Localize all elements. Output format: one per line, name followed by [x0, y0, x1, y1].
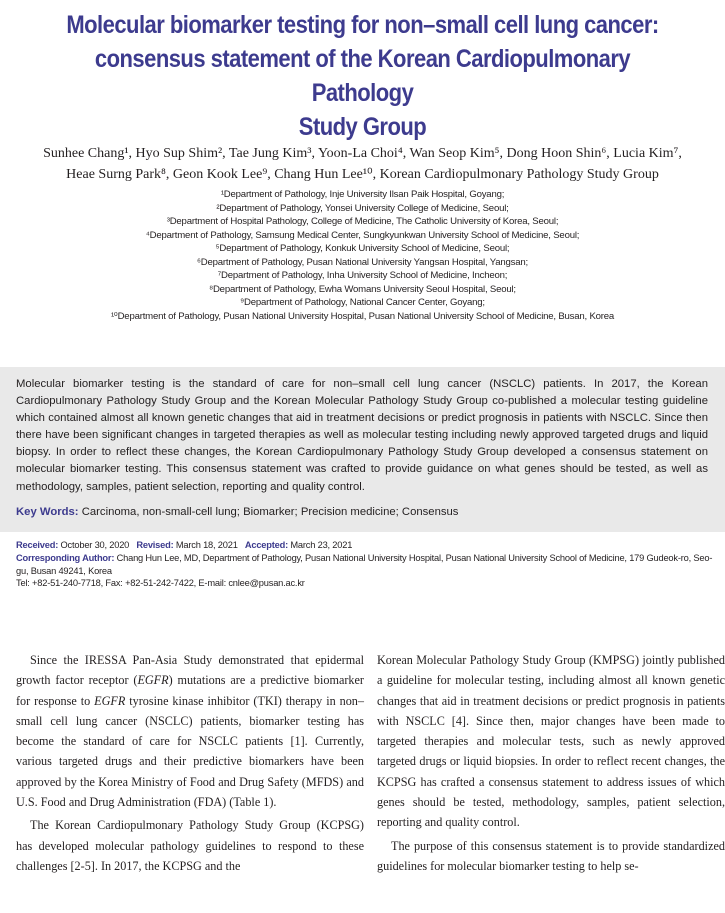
body-paragraph	[16, 650, 364, 812]
contact-info: Tel: +82-51-240-7718, Fax: +82-51-242-7422, E-mail: cnlee@pusan.ac.kr	[16, 578, 305, 589]
title-line-2: consensus statement of the Korean Cardiopulmonary Pathology	[94, 45, 631, 107]
keywords-value: Carcinoma, non-small-cell lung; Biomarker; Precision medicine; Consensus	[81, 506, 459, 518]
accepted-date: March 23, 2021	[290, 540, 353, 550]
text-run: tyrosine kinase inhibitor (TKI) therapy in non–small cell lung cancer (NSCLC) patients, biomarker testing has become the standard of care for NSCLC patients [1]. Currently, various targeted drugs and their predictive biomarkers have been approved by the Korea Ministry of Food and Drug Safety (MFDS) and U.S. Food and Drug Administration (FDA) (Table 1).	[16, 693, 364, 810]
accepted-label: Accepted:	[244, 540, 288, 550]
received-label: Received:	[16, 540, 59, 550]
affiliation-1: ¹Department of Pathology, Inje University Ilsan Paik Hospital, Goyang;	[220, 189, 505, 200]
abstract-box	[0, 367, 725, 532]
body-column-left	[16, 650, 364, 876]
affiliation-9: ⁹Department of Pathology, National Cancer Center, Goyang;	[240, 297, 485, 308]
affiliation-list	[20, 188, 705, 323]
abstract-text: Molecular biomarker testing is the standard of care for non–small cell lung cancer (NSCLC) patients. In 2017, the Korean Cardiopulmonary Pathology Study Group and the Korean Molecular Pathology Study Group co-published a molecular testing guideline which contained almost all known genetic changes that aid in treatment decisions or predict prognosis in patients with NSCLC. Since then there have been significant changes in targeted therapies as well as molecular testing including newly approved targeted drugs and liquid biopsy. In order to reflect these changes, the Korean Cardiopulmonary Pathology Study Group developed a consensus statement on molecular biomarker testing. This consensus statement was crafted to provide guidance on what genes should be tested, as well as methodology, samples, patient selection, reporting and quality control.	[16, 378, 708, 493]
revised-label: Revised:	[136, 540, 174, 550]
author-list	[20, 143, 705, 185]
corresponding-label: Corresponding Author:	[16, 552, 115, 563]
authors-line-1: Sunhee Chang¹, Hyo Sup Shim², Tae Jung Kim³, Yoon-La Choi⁴, Wan Seop Kim⁵, Dong Hoon Shin⁶, Lucia Kim⁷,	[43, 146, 682, 161]
keywords	[16, 504, 708, 521]
affiliation-10: ¹⁰Department of Pathology, Pusan National University Hospital, Pusan National University School of Medicine, Busan, Korea	[110, 310, 615, 322]
body-column-right	[377, 650, 725, 876]
affiliation-7: ⁷Department of Pathology, Inha University School of Medicine, Incheon;	[217, 270, 508, 281]
keywords-label: Key Words:	[16, 506, 79, 518]
article-title	[61, 8, 664, 144]
text-run: Since the IRESSA Pan-Asia Study demonstrated that epidermal growth factor receptor (	[16, 653, 364, 688]
gene-name: EGFR	[94, 693, 126, 708]
body-paragraph: The purpose of this consensus statement is to provide standardized guidelines for molecular biomarker testing to help se-	[377, 838, 725, 873]
body-paragraph: The Korean Cardiopulmonary Pathology Study Group (KCPSG) has developed molecular pathology guidelines to respond to these challenges [2-5]. In 2017, the KCPSG and the	[16, 818, 364, 873]
affiliation-5: ⁵Department of Pathology, Konkuk University School of Medicine, Seoul;	[215, 243, 510, 254]
affiliation-3: ³Department of Hospital Pathology, College of Medicine, The Catholic University of Korea, Seoul;	[166, 216, 559, 227]
corresponding-author	[16, 552, 716, 578]
affiliation-8: ⁸Department of Pathology, Ewha Womans University Seoul Hospital, Seoul;	[209, 283, 516, 295]
affiliation-2: ²Department of Pathology, Yonsei University College of Medicine, Seoul;	[216, 202, 509, 214]
gene-name: EGFR	[137, 673, 169, 688]
affiliation-4: ⁴Department of Pathology, Samsung Medical Center, Sungkyunkwan University School of Medicine, Seoul;	[145, 229, 580, 241]
body-paragraph: Korean Molecular Pathology Study Group (KMPSG) jointly published a guideline for molecular testing, including almost all known genetic changes that aid in treatment decisions or predict prognosis in patients with NSCLC [4]. Since then, major changes have been made to targeted therapies and molecular tests, such as newly approved targeted drugs or liquid biopsies. In order to reflect recent changes, the KCPSG has crafted a consensus statement to address issues of which genes should be tested, methodology, samples, patient selection, reporting and quality control.	[377, 653, 725, 830]
dates-line	[16, 539, 716, 552]
corresponding-value: Chang Hun Lee, MD, Department of Pathology, Pusan National University Hospital, Pusan National University School of Medicine, 179 Gudeok-ro, Seo-gu, Busan 49241, Korea	[16, 552, 713, 576]
affiliation-6: ⁶Department of Pathology, Pusan National University Yangsan Hospital, Yangsan;	[197, 256, 528, 268]
article-metadata	[16, 539, 716, 590]
received-date: October 30, 2020	[60, 540, 130, 550]
title-line-1: Molecular biomarker testing for non–small cell lung cancer:	[66, 11, 659, 39]
text-run: ) mutations are a predictive biomarker for response to	[16, 673, 364, 708]
authors-line-2: Heae Surng Park⁸, Geon Kook Lee⁹, Chang Hun Lee¹⁰, Korean Cardiopulmonary Pathology Study Group	[66, 167, 659, 182]
revised-date: March 18, 2021	[175, 540, 238, 550]
title-line-3: Study Group	[298, 113, 427, 141]
